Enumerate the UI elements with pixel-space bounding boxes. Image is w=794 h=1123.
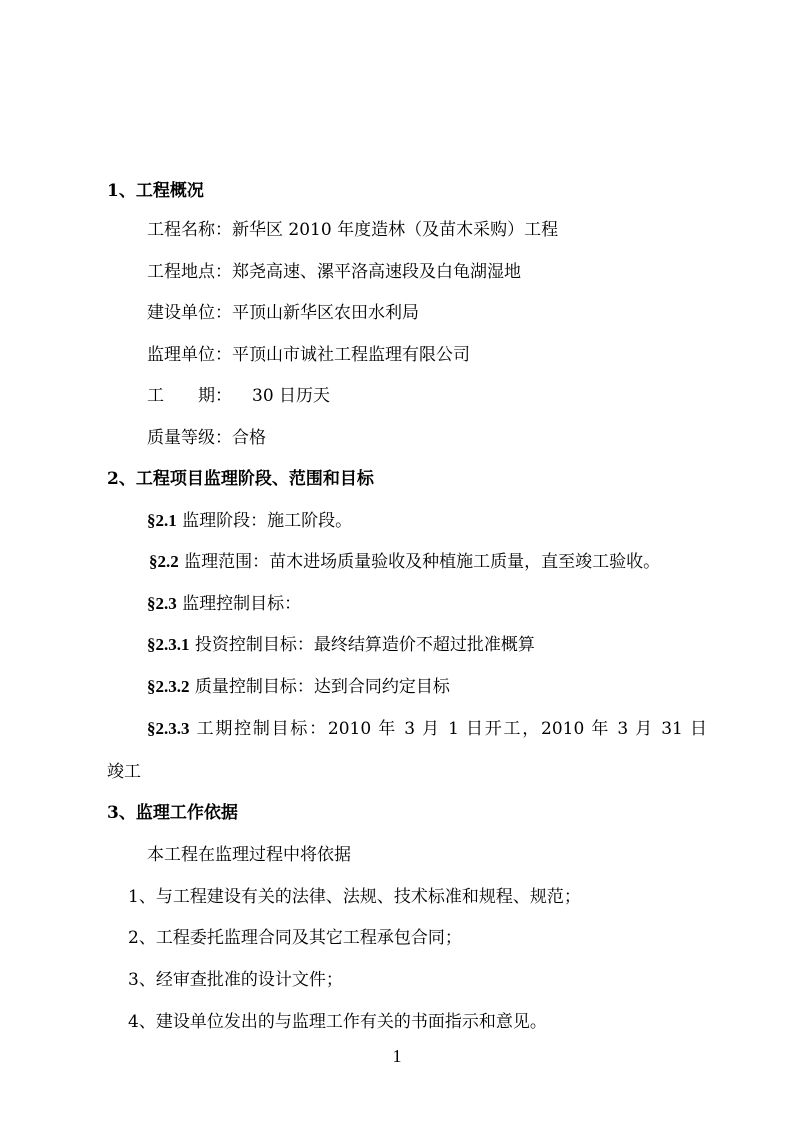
item-text: 监理阶段：施工阶段。 xyxy=(176,511,353,531)
item-2-3-2 xyxy=(147,676,450,698)
item-number: §2.3.2 xyxy=(147,677,190,696)
field-label: 工程名称： xyxy=(147,220,232,240)
field-label: 工程地点： xyxy=(147,262,232,282)
item-text: 投资控制目标：最终结算造价不超过批准概算 xyxy=(189,635,535,655)
field-duration xyxy=(147,385,330,407)
basis-item: 4、建设单位发出的与监理工作有关的书面指示和意见。 xyxy=(128,1012,547,1032)
field-value: 平顶山市诚社工程监理有限公司 xyxy=(232,345,470,365)
field-value: 郑尧高速、漯平洛高速段及白龟湖湿地 xyxy=(232,262,521,282)
item-text: 监理范围：苗木进场质量验收及种植施工质量，直至竣工验收。 xyxy=(178,552,661,572)
item-number: §2.2 xyxy=(149,552,179,571)
item-2-3-3-continuation: 竣工 xyxy=(107,762,141,782)
item-2-3 xyxy=(147,593,301,615)
field-project-name xyxy=(147,219,558,241)
field-label: 监理单位： xyxy=(147,345,232,365)
section-2-heading: 2、工程项目监理阶段、范围和目标 xyxy=(107,469,374,489)
field-value: 新华区 2010 年度造林（及苗木采购）工程 xyxy=(232,220,559,240)
basis-item: 2、工程委托监理合同及其它工程承包合同； xyxy=(128,928,462,948)
section-3-heading: 3、监理工作依据 xyxy=(107,803,238,823)
field-supervisor xyxy=(147,344,470,366)
section-1-heading: 1、工程概况 xyxy=(107,181,204,201)
field-label: 质量等级： xyxy=(147,428,232,448)
item-number: §2.3.1 xyxy=(147,635,190,654)
field-value: 30 日历天 xyxy=(252,386,331,406)
field-project-location xyxy=(147,261,521,283)
page-number: 1 xyxy=(392,1046,402,1066)
basis-intro: 本工程在监理过程中将依据 xyxy=(147,845,351,865)
item-number: §2.3.3 xyxy=(147,719,190,738)
field-value: 平顶山新华区农田水利局 xyxy=(232,303,419,323)
item-2-3-1 xyxy=(147,634,535,656)
item-text: 质量控制目标：达到合同约定目标 xyxy=(189,677,450,697)
item-number: §2.3 xyxy=(147,594,177,613)
field-owner xyxy=(147,302,419,324)
basis-item: 3、经审查批准的设计文件； xyxy=(128,970,343,990)
item-2-2 xyxy=(149,551,660,573)
item-2-1 xyxy=(147,510,352,532)
item-2-3-3 xyxy=(147,718,707,740)
field-label: 工 期： xyxy=(147,386,232,406)
field-label: 建设单位： xyxy=(147,303,232,323)
item-number: §2.1 xyxy=(147,511,177,530)
item-text: 工期控制目标：2010 年 3 月 1 日开工，2010 年 3 月 31 日 xyxy=(189,719,707,739)
field-value: 合格 xyxy=(232,428,266,448)
item-text: 监理控制目标： xyxy=(176,594,302,614)
field-quality-grade xyxy=(147,427,266,449)
basis-item: 1、与工程建设有关的法律、法规、技术标准和规程、规范； xyxy=(128,887,581,907)
